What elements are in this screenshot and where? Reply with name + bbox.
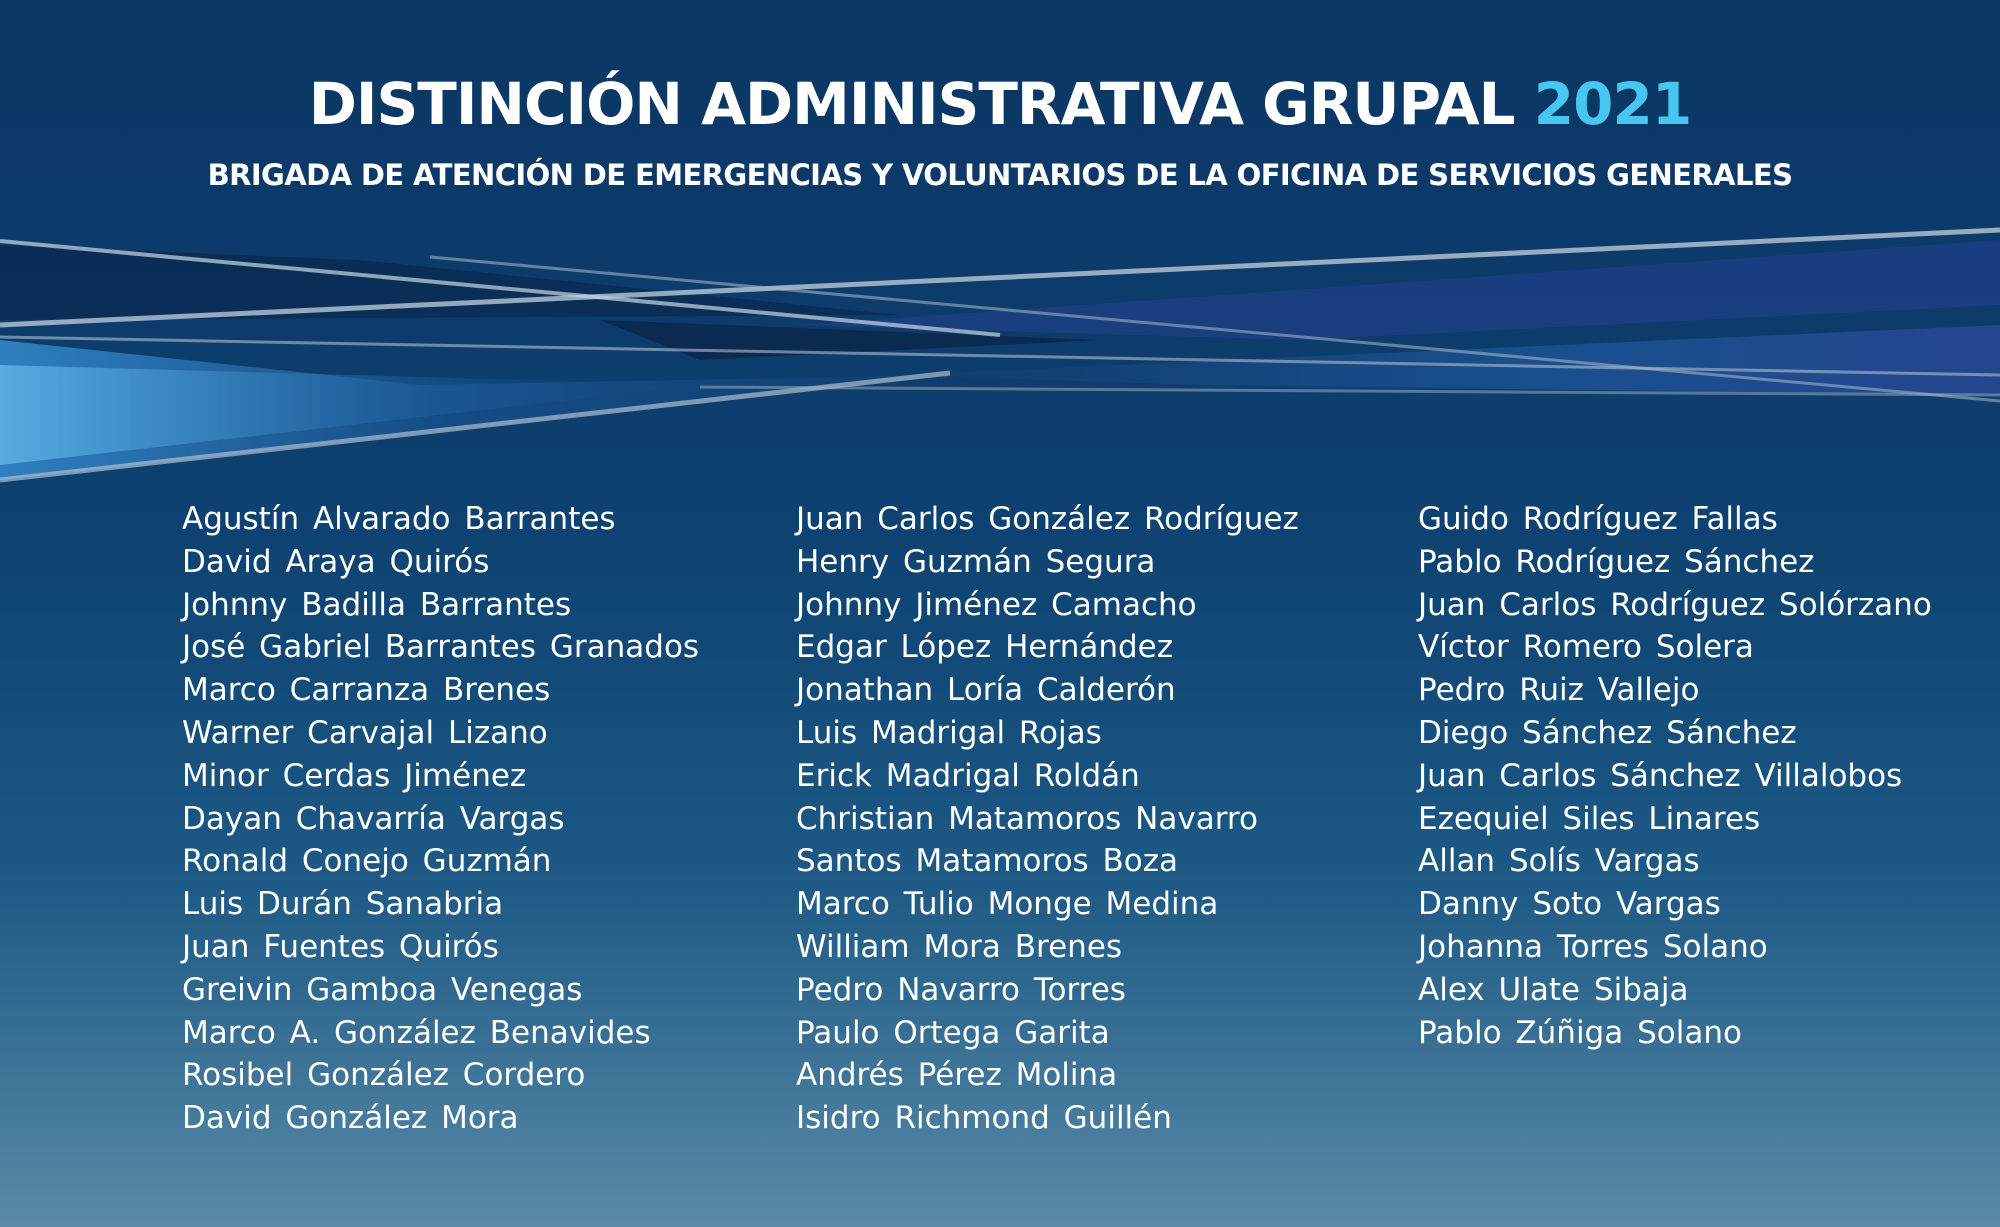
honoree-name: David González Mora: [182, 1100, 519, 1137]
names-column-2: [796, 498, 1299, 1140]
honoree-name: Pablo Zúñiga Solano: [1418, 1014, 1742, 1051]
honoree-name: Dayan Chavarría Vargas: [182, 800, 565, 837]
honoree-name: Johnny Badilla Barrantes: [182, 586, 572, 623]
honoree-name: Allan Solís Vargas: [1418, 843, 1700, 880]
honoree-name: Luis Durán Sanabria: [182, 886, 504, 923]
names-column-3: [1418, 498, 1932, 1054]
honoree-name: Marco Carranza Brenes: [182, 672, 551, 709]
honoree-name: Henry Guzmán Segura: [796, 543, 1156, 580]
honoree-name: Marco Tulio Monge Medina: [796, 886, 1219, 923]
honoree-name: Rosibel González Cordero: [182, 1057, 586, 1094]
page-subtitle: BRIGADA DE ATENCIÓN DE EMERGENCIAS Y VOLUNTARIOS DE LA OFICINA DE SERVICIOS GENERALES: [207, 158, 1793, 192]
honoree-name: Greivin Gamboa Venegas: [182, 971, 583, 1008]
honoree-name: Luis Madrigal Rojas: [796, 714, 1102, 751]
honoree-name: William Mora Brenes: [796, 928, 1123, 965]
honoree-name: Ronald Conejo Guzmán: [182, 843, 552, 880]
honoree-name: Jonathan Loría Calderón: [796, 672, 1176, 709]
honoree-name: Isidro Richmond Guillén: [796, 1100, 1172, 1137]
honoree-name: Johanna Torres Solano: [1418, 928, 1768, 965]
honoree-name: Pedro Ruiz Vallejo: [1418, 672, 1700, 709]
honoree-name: Víctor Romero Solera: [1418, 629, 1754, 666]
honoree-name: Juan Carlos Rodríguez Solórzano: [1418, 586, 1932, 623]
honorees-list: [0, 498, 2000, 1158]
honoree-name: Alex Ulate Sibaja: [1418, 971, 1689, 1008]
honoree-name: Santos Matamoros Boza: [796, 843, 1179, 880]
honoree-name: Juan Carlos González Rodríguez: [796, 501, 1299, 537]
honoree-name: Ezequiel Siles Linares: [1418, 800, 1761, 837]
honoree-name: Minor Cerdas Jiménez: [182, 757, 527, 794]
honoree-name: José Gabriel Barrantes Granados: [182, 629, 700, 666]
honoree-name: Edgar López Hernández: [796, 629, 1174, 666]
title-year: 2021: [1533, 70, 1692, 138]
honoree-name: David Araya Quirós: [182, 543, 490, 580]
honoree-name: Marco A. González Benavides: [182, 1014, 651, 1051]
names-column-1: [182, 498, 699, 1140]
honoree-name: Danny Soto Vargas: [1418, 886, 1721, 923]
honoree-name: Juan Fuentes Quirós: [182, 928, 499, 965]
page-title: [0, 70, 2000, 138]
honoree-name: Andrés Pérez Molina: [796, 1057, 1118, 1094]
title-text: DISTINCIÓN ADMINISTRATIVA GRUPAL: [308, 70, 1515, 138]
honoree-name: Agustín Alvarado Barrantes: [182, 501, 616, 537]
honoree-name: Pablo Rodríguez Sánchez: [1418, 543, 1815, 580]
decorative-swoosh-banner: [0, 225, 2000, 495]
honoree-name: Guido Rodríguez Fallas: [1418, 501, 1778, 537]
honoree-name: Pedro Navarro Torres: [796, 971, 1126, 1008]
honoree-name: Christian Matamoros Navarro: [796, 800, 1258, 837]
honoree-name: Erick Madrigal Roldán: [796, 757, 1140, 794]
honoree-name: Johnny Jiménez Camacho: [796, 586, 1197, 623]
honoree-name: Diego Sánchez Sánchez: [1418, 714, 1797, 751]
swoosh-band-upper-right: [800, 240, 2000, 340]
honoree-name: Warner Carvajal Lizano: [182, 714, 548, 751]
honoree-name: Juan Carlos Sánchez Villalobos: [1418, 757, 1903, 794]
honoree-name: Paulo Ortega Garita: [796, 1014, 1110, 1051]
